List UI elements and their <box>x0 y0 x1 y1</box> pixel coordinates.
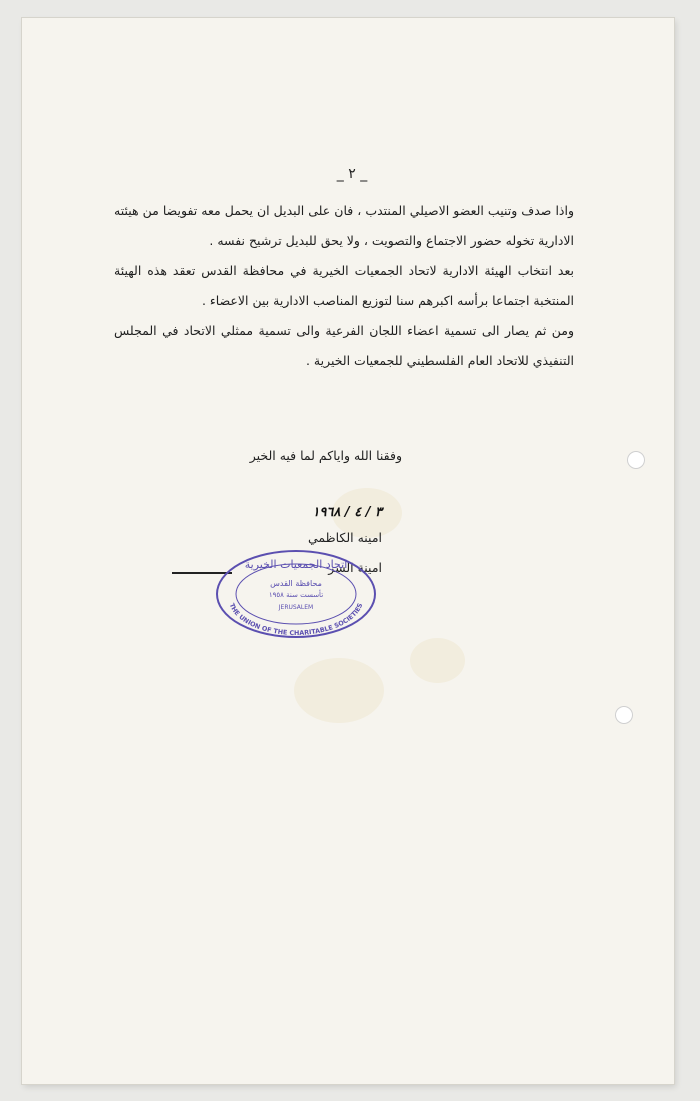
union-seal-stamp <box>215 549 377 639</box>
document-page <box>22 18 674 1084</box>
closing-line: وفقنا الله واياكم لما فيه الخير <box>249 448 402 463</box>
signature-date: ٣ / ٤ / ١٩٦٨ <box>312 505 382 520</box>
seal-city: JERUSALEM <box>278 604 314 611</box>
seal-district: محافظة القدس <box>270 579 322 588</box>
paper-stain <box>294 658 384 723</box>
paragraph-committees: ومن ثم يصار الى تسمية اعضاء اللجان الفرعية والى تسمية ممثلي الاتحاد في المجلس التنفيذي للاتحاد العام الفلسطيني للجمعيات الخيرية . <box>114 323 574 368</box>
paragraph-board-election: بعد انتخاب الهيئة الادارية لاتحاد الجمعيات الخيرية في محافظة القدس تعقد هذه الهيئة المنتخبة اجتماعا برأسه اكبرهم سنا لتوزيع المناصب الادارية بين الاعضاء . <box>114 263 574 308</box>
seal-ring-text: THE UNION OF THE CHARITABLE SOCIETIES <box>227 602 365 638</box>
letter-body <box>114 196 574 376</box>
punch-hole <box>627 451 645 469</box>
page-number: _ ٢ _ <box>336 166 368 182</box>
paper-stain <box>410 638 465 683</box>
signatory-title: امينة السر <box>328 560 382 575</box>
seal-org-arabic: اتحاد الجمعيات الخيرية <box>244 558 348 571</box>
punch-hole <box>615 706 633 724</box>
paragraph-substitute-member: واذا صدف وتنيب العضو الاصيلي المنتدب ، فان على البديل ان يحمل معه تفويضا من هيئته الادارية تخوله حضور الاجتماع والتصويت ، ولا يحق للبديل ترشيح نفسه . <box>114 203 574 248</box>
seal-founded: تأسست سنة ١٩٥٨ <box>268 591 324 599</box>
signatory-name: امينه الكاظمي <box>308 530 382 545</box>
